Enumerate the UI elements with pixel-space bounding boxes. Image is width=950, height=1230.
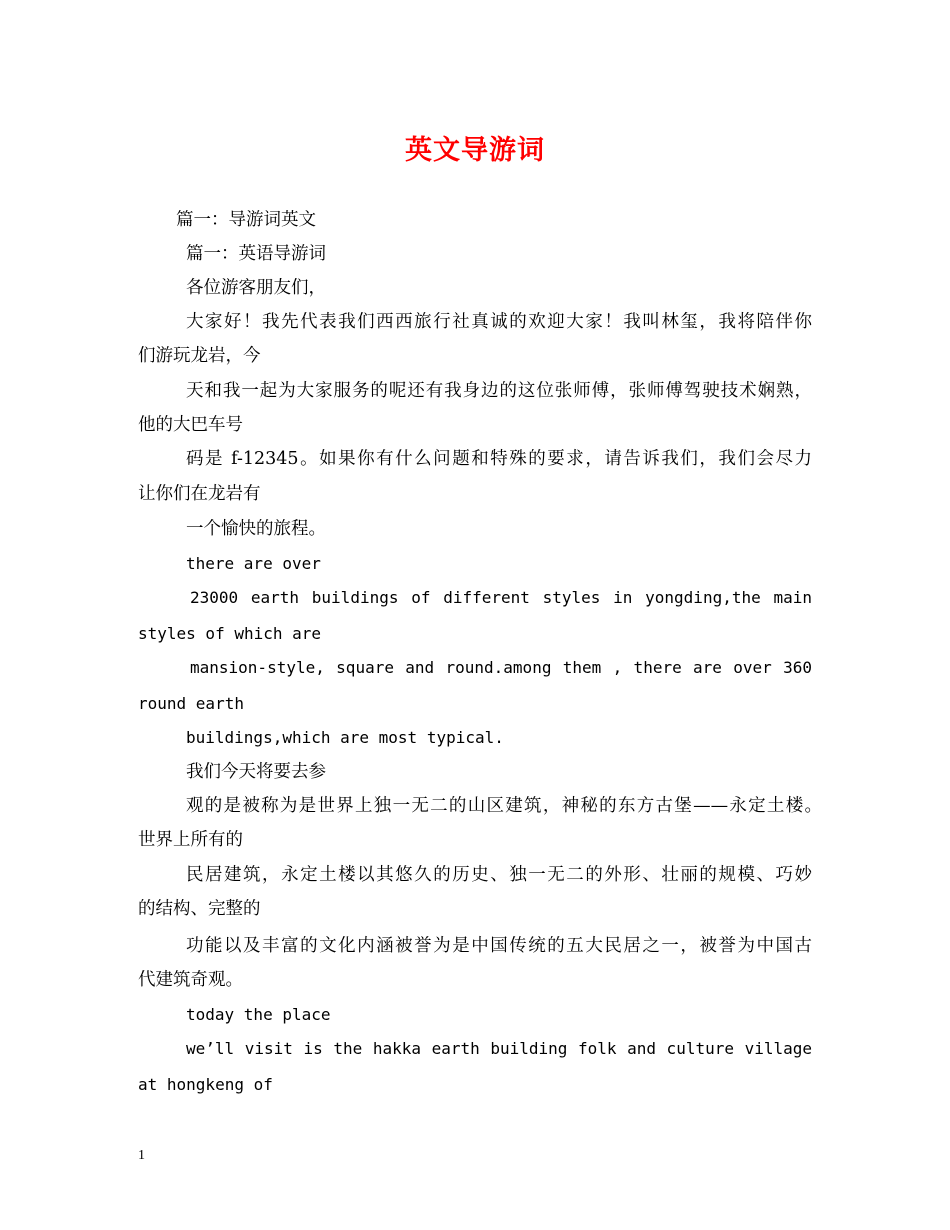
text-line: round earth bbox=[138, 694, 244, 713]
text-line: 们游玩龙岩，今 bbox=[138, 346, 261, 366]
text-line: 民居建筑，永定土楼以其悠久的历史、独一无二的外形、壮丽的规模、巧妙 bbox=[186, 865, 812, 885]
text-line: styles of which are bbox=[138, 624, 322, 643]
text-line: mansion-style, square and round.among them , there are over 360 bbox=[190, 658, 812, 677]
text-line: 篇一：导游词英文 bbox=[176, 210, 316, 230]
text-line: 大家好！我先代表我们西西旅行社真诚的欢迎大家！我叫林玺，我将陪伴你 bbox=[186, 312, 812, 332]
text-line: 一个愉快的旅程。 bbox=[186, 519, 326, 539]
text-line: buildings,which are most typical. bbox=[186, 728, 504, 747]
page-number: 1 bbox=[138, 1148, 145, 1163]
text-line: 代建筑奇观。 bbox=[138, 970, 243, 990]
text-line: 23000 earth buildings of different styles in yongding,the main bbox=[190, 588, 812, 607]
text-line: 功能以及丰富的文化内涵被誉为是中国传统的五大民居之一，被誉为中国古 bbox=[186, 936, 812, 956]
text-line: at hongkeng of bbox=[138, 1075, 273, 1094]
text-line: 世界上所有的 bbox=[138, 830, 243, 850]
text-line: 篇一：英语导游词 bbox=[186, 244, 326, 264]
text-line: 我们今天将要去参 bbox=[186, 762, 326, 782]
text-line: there are over bbox=[186, 554, 321, 573]
text-line: 他的大巴车号 bbox=[138, 415, 243, 435]
text-line: we’ll visit is the hakka earth building folk and culture village bbox=[186, 1039, 812, 1058]
text-line: 的结构、完整的 bbox=[138, 899, 261, 919]
document-title: 英文导游词 bbox=[405, 135, 545, 166]
text-line: 码是 f-12345。如果你有什么问题和特殊的要求，请告诉我们，我们会尽力 bbox=[186, 449, 812, 469]
text-line: 天和我一起为大家服务的呢还有我身边的这位张师傅，张师傅驾驶技术娴熟， bbox=[186, 381, 812, 401]
text-line: 各位游客朋友们， bbox=[186, 278, 326, 298]
text-line: today the place bbox=[186, 1005, 331, 1024]
text-line: 让你们在龙岩有 bbox=[138, 484, 261, 504]
text-line: 观的是被称为是世界上独一无二的山区建筑，神秘的东方古堡——永定土楼。 bbox=[186, 796, 822, 816]
